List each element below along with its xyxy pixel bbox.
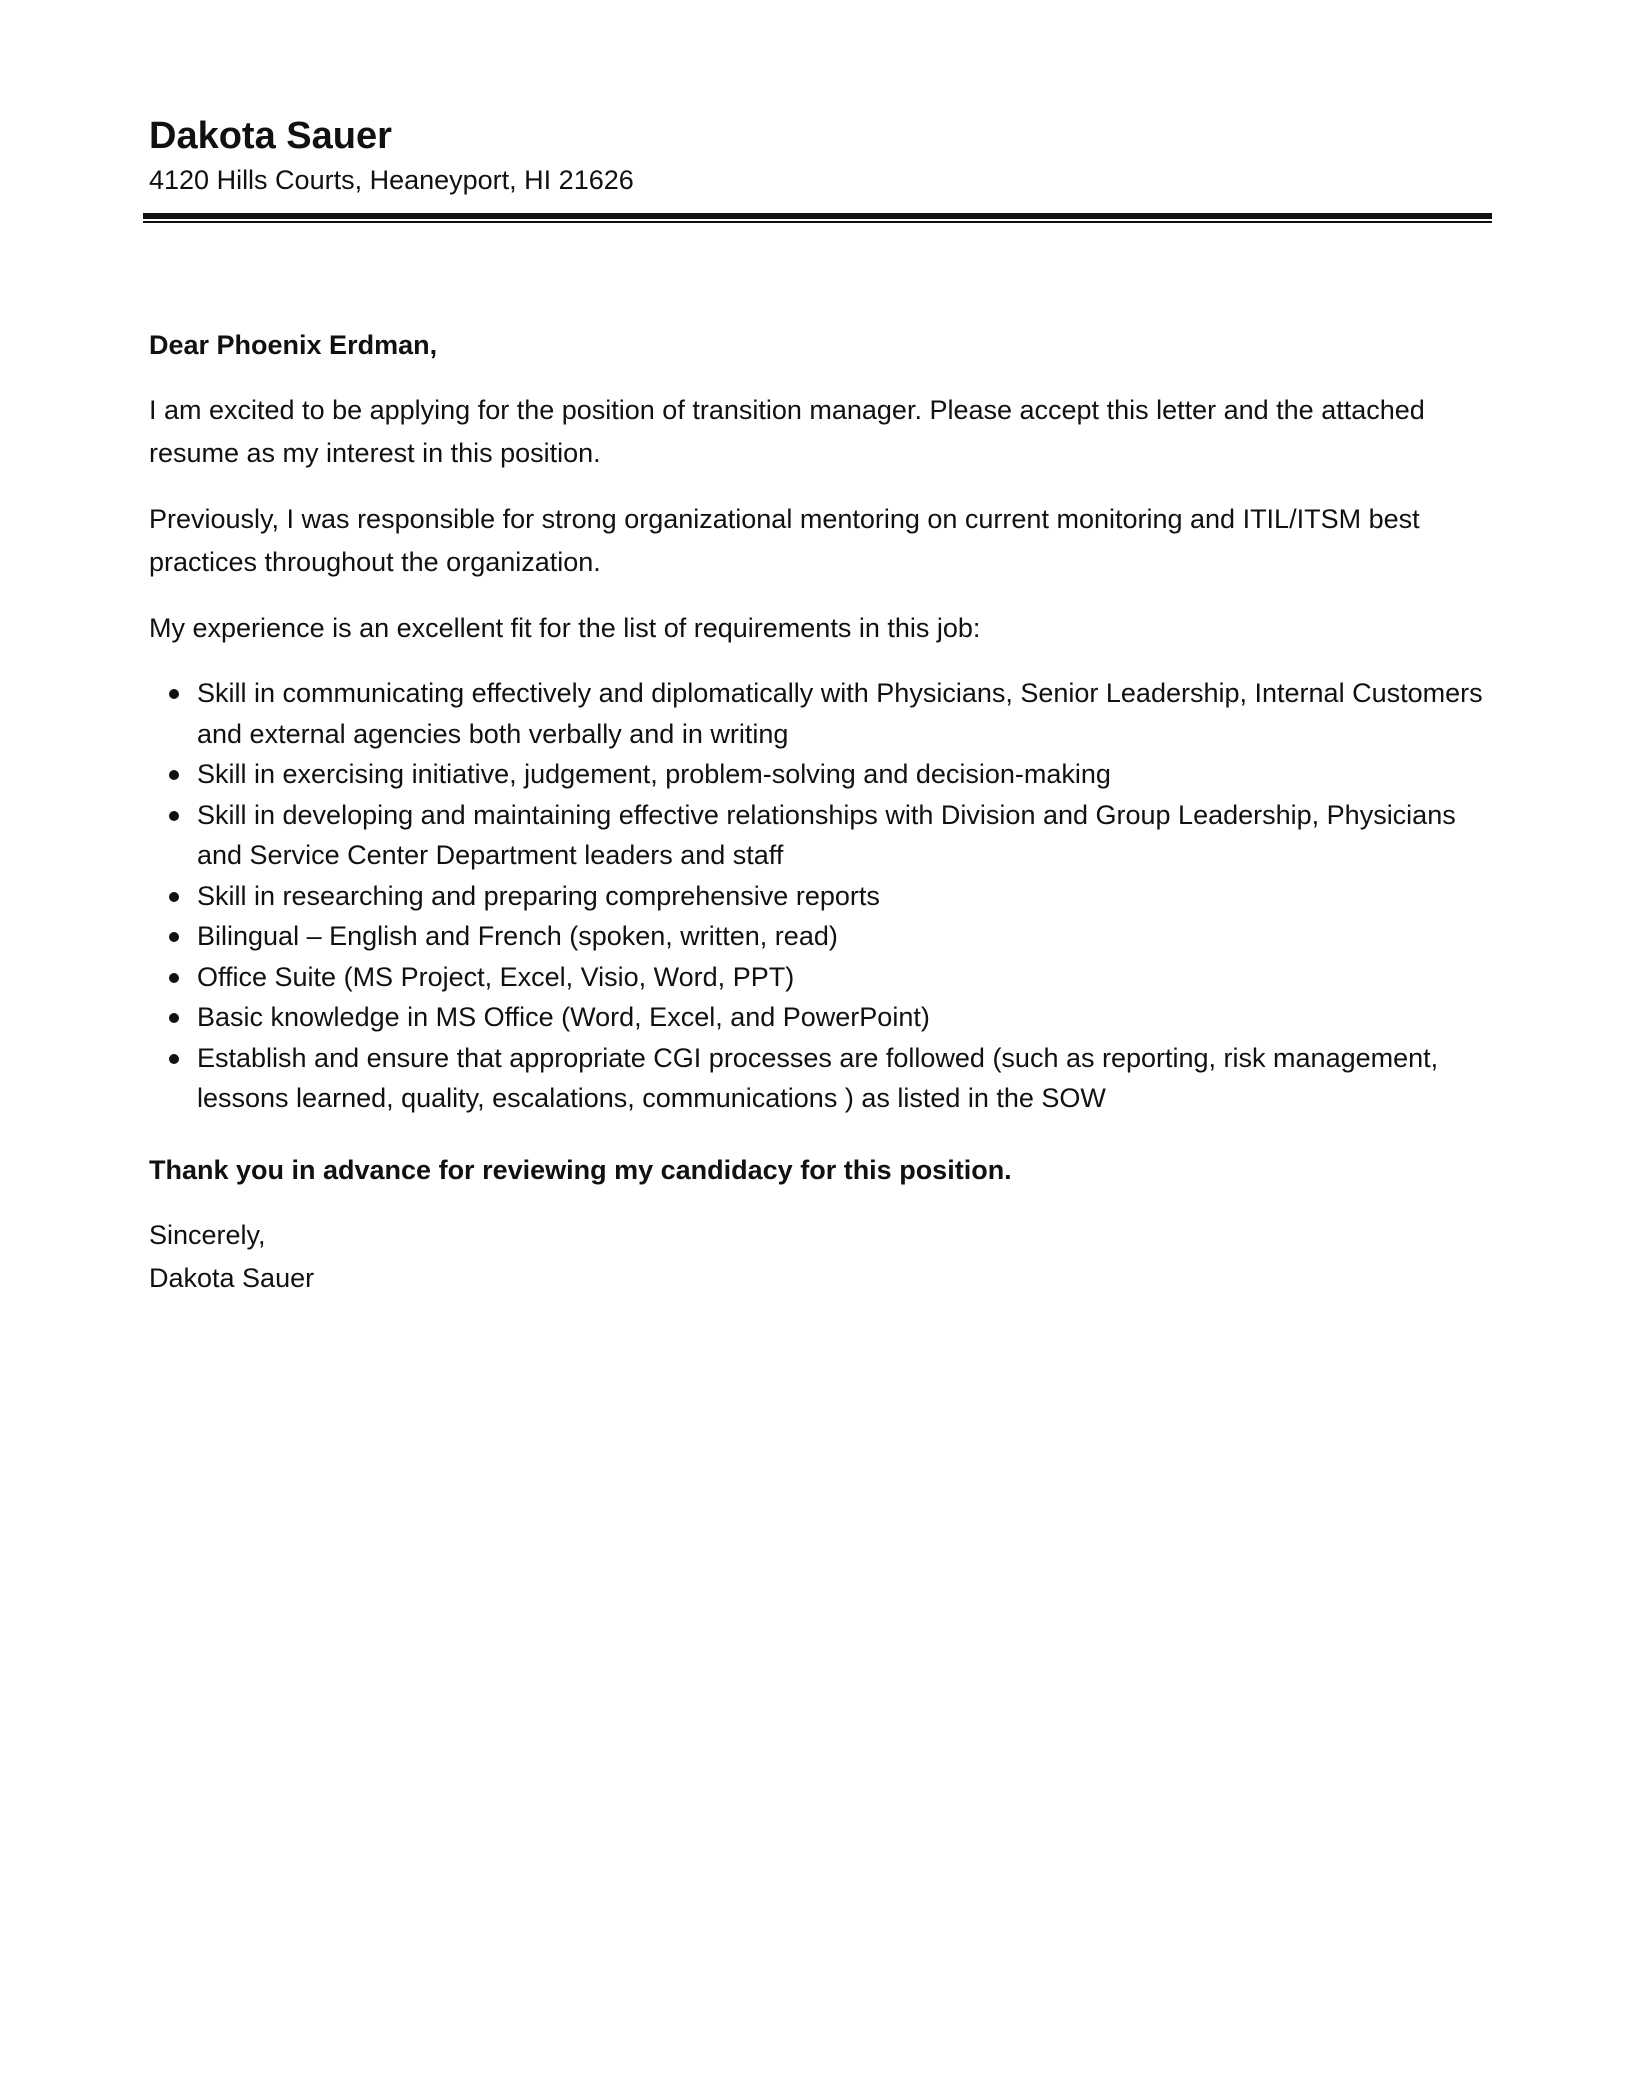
list-item: [149, 997, 1487, 1038]
header-divider: [143, 213, 1492, 224]
list-item: [149, 673, 1487, 754]
list-item: [149, 754, 1487, 795]
signoff: Sincerely,: [149, 1219, 266, 1250]
experience-paragraph: Previously, I was responsible for strong organizational mentoring on current monitoring and ITIL/ITSM best practices throughout the organization.: [149, 504, 1420, 577]
letter-body: [149, 324, 1494, 1300]
list-item-text: Skill in developing and maintaining effective relationships with Division and Group Leadership, Physicians and Service Center Department leaders and staff: [197, 799, 1456, 870]
requirements-list: [149, 673, 1494, 1119]
header-divider-thick-line: [143, 213, 1492, 219]
list-item-text: Basic knowledge in MS Office (Word, Excel, and PowerPoint): [197, 1002, 930, 1032]
list-item-text: Establish and ensure that appropriate CGI processes are followed (such as reporting, risk management, lessons learned, quality, escalations, communications ) as listed in the SOW: [197, 1042, 1439, 1113]
list-item-text: Bilingual – English and French (spoken, written, read): [197, 921, 838, 951]
requirements-intro-paragraph: My experience is an excellent fit for the list of requirements in this job:: [149, 613, 981, 643]
bullet-icon: [169, 689, 179, 699]
list-item: [149, 876, 1487, 917]
signature-name: Dakota Sauer: [149, 1262, 315, 1293]
list-item-text: Skill in researching and preparing comprehensive reports: [197, 880, 880, 911]
list-item-text: Office Suite (MS Project, Excel, Visio, Word, PPT): [197, 961, 795, 992]
bullet-icon: [169, 892, 179, 902]
list-item: [149, 957, 1487, 998]
list-item-text: Skill in exercising initiative, judgement, problem-solving and decision-making: [197, 759, 1111, 789]
bullet-icon: [169, 811, 179, 821]
intro-paragraph: I am excited to be applying for the position of transition manager. Please accept this letter and the attached resume as my interest in this position.: [149, 395, 1425, 468]
bullet-icon: [169, 932, 179, 942]
bullet-icon: [169, 1013, 179, 1023]
list-item: [149, 916, 1487, 957]
list-item: [149, 1038, 1487, 1119]
sender-address: 4120 Hills Courts, Heaneyport, HI 21626: [149, 165, 634, 195]
closing-statement: Thank you in advance for reviewing my candidacy for this position.: [149, 1154, 1012, 1185]
header-divider-thin-line: [143, 221, 1492, 223]
list-item-text: Skill in communicating effectively and diplomatically with Physicians, Senior Leadership, Internal Customers and external agencies both verbally and in writing: [197, 678, 1483, 749]
salutation: Dear Phoenix Erdman,: [149, 330, 438, 360]
bullet-icon: [169, 1054, 179, 1064]
bullet-icon: [169, 973, 179, 983]
sender-name: Dakota Sauer: [149, 115, 392, 157]
list-item: [149, 795, 1487, 876]
bullet-icon: [169, 770, 179, 780]
letter-header: [149, 113, 1489, 197]
